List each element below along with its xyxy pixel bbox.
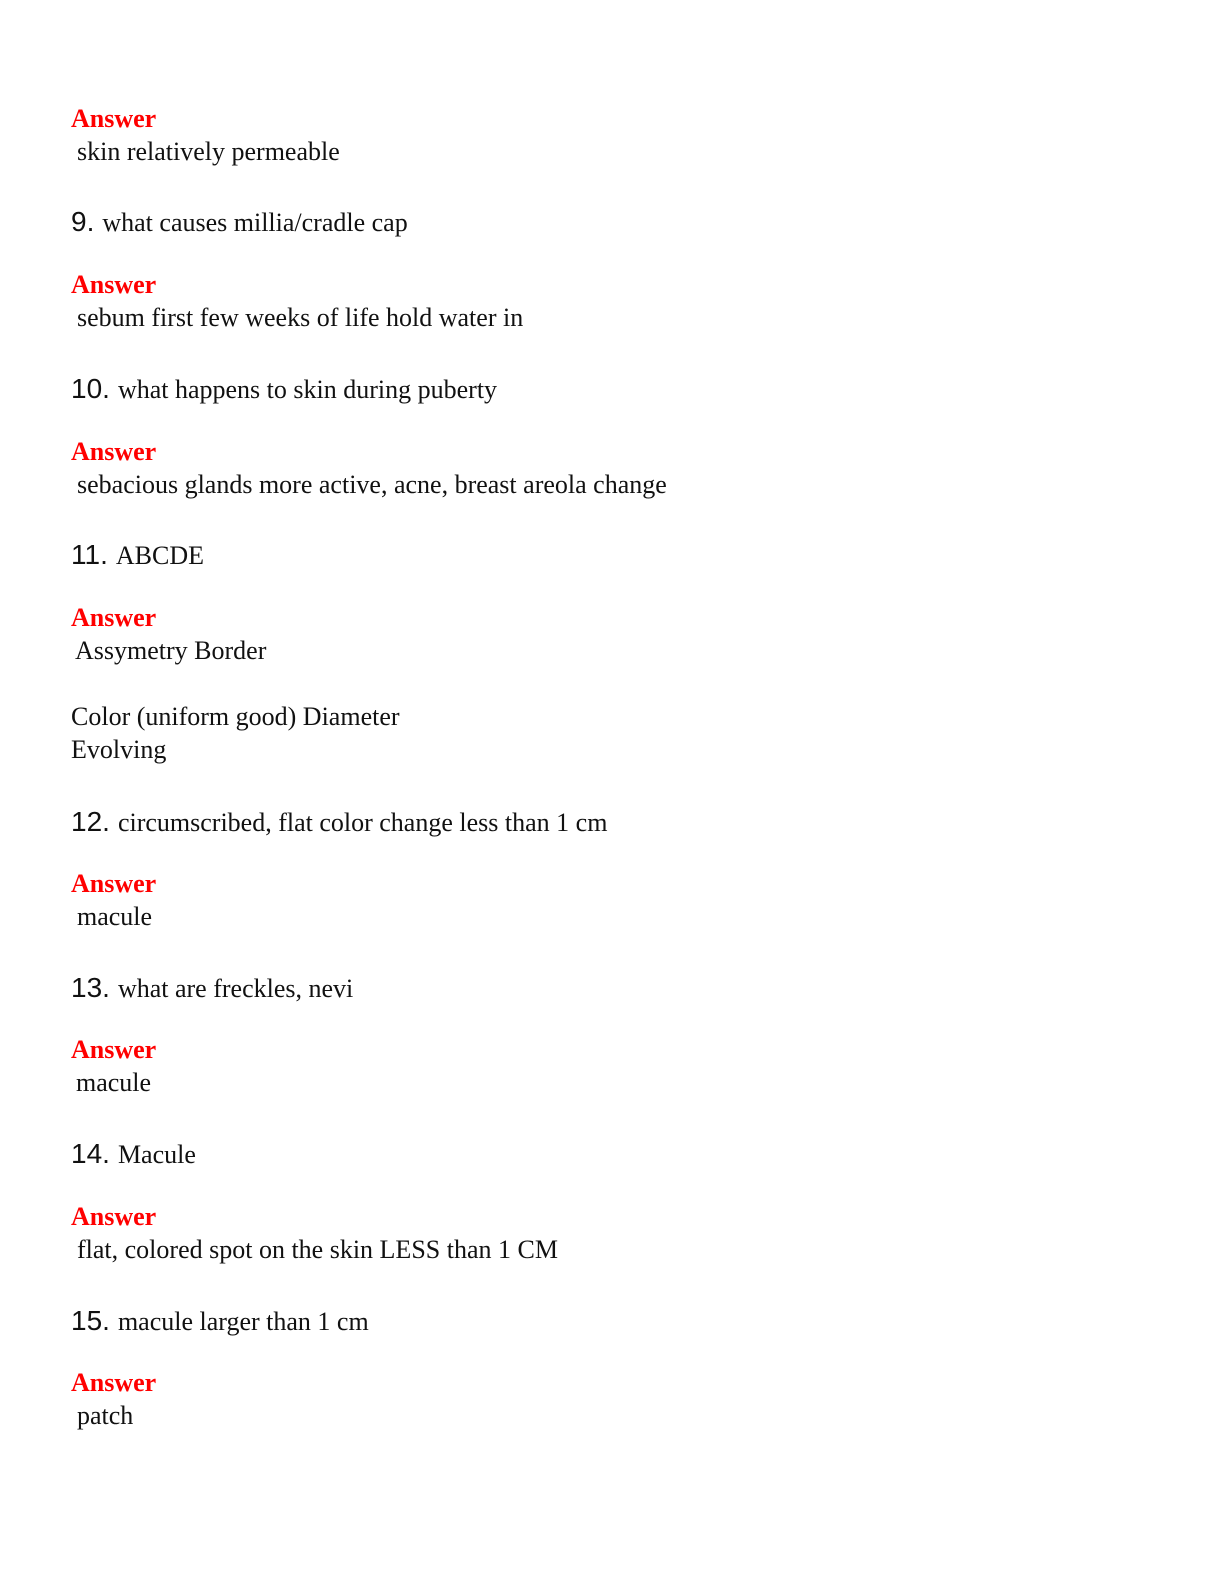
question-10 <box>71 372 497 411</box>
question-11 <box>71 538 204 577</box>
answer-label: Answer <box>71 270 157 299</box>
question-number: 10. <box>71 373 110 404</box>
question-text: circumscribed, flat color change less than 1 cm <box>117 808 608 837</box>
question-9 <box>71 205 408 244</box>
question-number: 13. <box>71 972 110 1003</box>
question-text: what causes millia/cradle cap <box>102 208 408 237</box>
question-14 <box>71 1137 196 1176</box>
question-12 <box>71 805 607 844</box>
question-number: 15. <box>71 1305 110 1336</box>
answer-text: sebum first few weeks of life hold water in <box>77 303 524 332</box>
answer-label: Answer <box>71 437 157 466</box>
answer-label: Answer <box>71 869 157 898</box>
answer-text: patch <box>77 1401 134 1430</box>
answer-text: skin relatively permeable <box>77 137 340 166</box>
answer-label: Answer <box>71 1202 157 1231</box>
answer-text: macule <box>77 902 153 931</box>
answer-text: Assymetry Border <box>75 636 267 665</box>
question-13 <box>71 971 353 1010</box>
answer-text: macule <box>76 1068 152 1097</box>
answer-text: sebacious glands more active, acne, breast areola change <box>77 470 667 499</box>
question-number: 12. <box>71 806 110 837</box>
answer-label: Answer <box>71 104 157 133</box>
question-number: 14. <box>71 1138 110 1169</box>
question-15 <box>71 1304 369 1343</box>
answer-label: Answer <box>71 1035 157 1064</box>
question-text: Macule <box>117 1140 196 1169</box>
question-text: macule larger than 1 cm <box>117 1307 369 1336</box>
answer-text-line: Evolving <box>71 735 167 764</box>
answer-label: Answer <box>71 1368 157 1397</box>
answer-text: flat, colored spot on the skin LESS than 1 CM <box>77 1235 558 1264</box>
question-text: ABCDE <box>115 541 204 570</box>
answer-label: Answer <box>71 603 157 632</box>
answer-text-line: Color (uniform good) Diameter <box>71 702 400 731</box>
question-number: 9. <box>71 206 95 237</box>
question-number: 11. <box>71 539 108 570</box>
question-text: what are freckles, nevi <box>117 974 354 1003</box>
question-text: what happens to skin during puberty <box>117 375 498 404</box>
